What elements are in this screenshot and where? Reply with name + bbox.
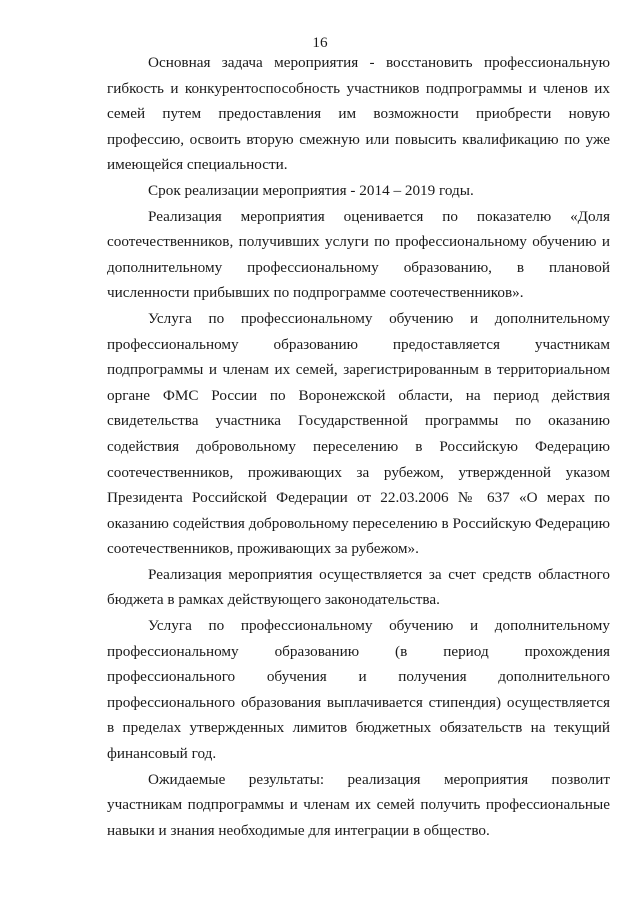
page-number: 16	[312, 34, 328, 51]
paragraph-results: Ожидаемые результаты: реализация мероприятия позволит участникам подпрограммы и членам их семей получить профессиональные навыки и знания необходимые для интеграции в общество.	[107, 770, 610, 839]
paragraph-indicator: Реализация мероприятия оценивается по показателю «Доля соотечественников, получивших услуги по профессиональному обучению и дополнительному профессиональному образованию, в плановой численности прибывших по подпрограмме соотечественников».	[107, 207, 610, 302]
paragraph-service: Услуга по профессиональному обучению и дополнительному профессиональному образованию предоставляется участникам подпрограммы и членам их семей, зарегистрированным в территориальном органе ФМС России по Воронежской области, на период действия свидетельства участника Государственной программы по оказанию содействия добровольному переселению в Российскую Федерацию соотечественников, проживающих за рубежом, утвержденной указом Президента Российской Федерации от 22.03.2006 № 637 «О мерах по оказанию содействия добровольному переселению в Российскую Федерацию соотечественников, проживающих за рубежом».	[107, 309, 610, 558]
document-body	[107, 50, 610, 843]
paragraph-funding: Реализация мероприятия осуществляется за счет средств областного бюджета в рамках действующего законодательства.	[107, 565, 610, 609]
paragraph-goal: Основная задача мероприятия - восстановить профессиональную гибкость и конкурентоспособность участников подпрограммы и членов их семей путем предоставления им возможности приобрести новую профессию, освоить вторую смежную или повысить квалификацию по уже имеющейся специальности.	[107, 54, 610, 174]
paragraph-term: Срок реализации мероприятия - 2014 – 2019 годы.	[148, 181, 474, 199]
paragraph-stipend: Услуга по профессиональному обучению и дополнительному профессиональному образованию (в период прохождения профессионального обучения и получения дополнительного профессионального образования выплачивается стипендия) осуществляется в пределах утвержденных лимитов бюджетных обязательств на текущий финансовый год.	[107, 617, 610, 763]
